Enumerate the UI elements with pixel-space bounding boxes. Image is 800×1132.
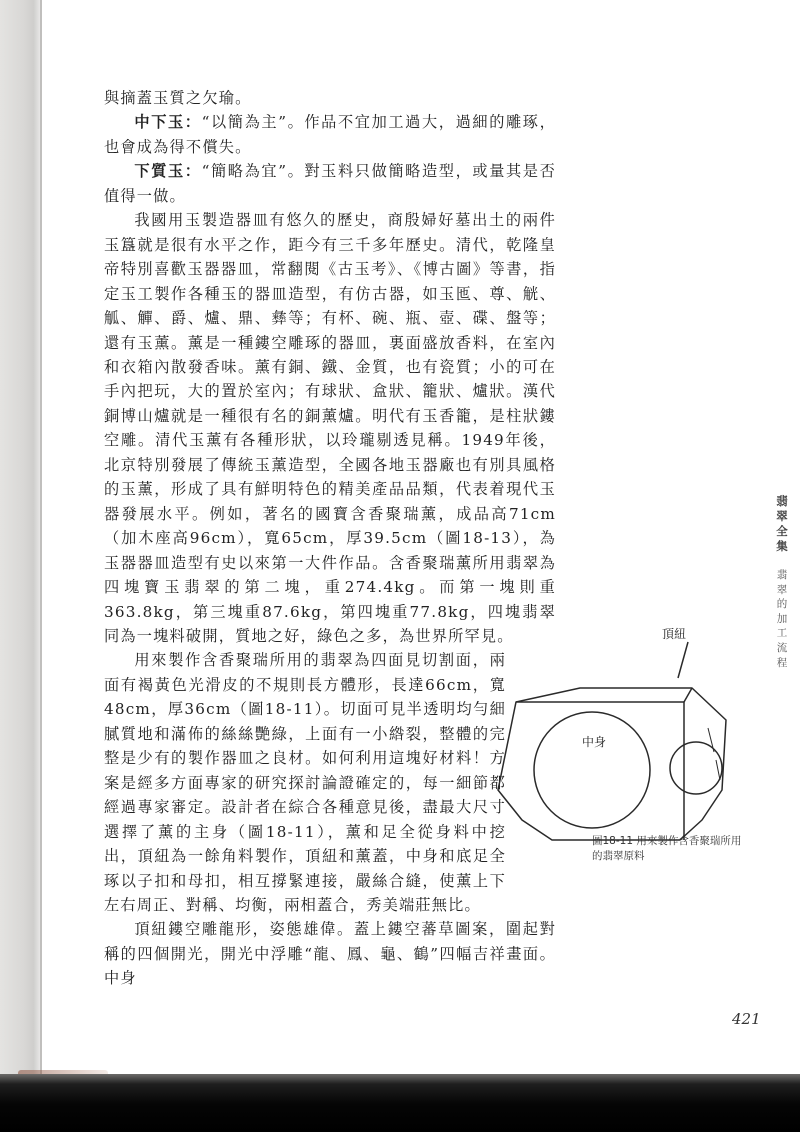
figure-caption: 圖18-11 用來製作含香聚瑞所用的翡翠原料 <box>592 835 742 862</box>
paragraph-text: 用來製作含香聚瑞所用的翡翠為四面見切割面，兩面有褐黃色光滑皮的不規則長方體形，長達66cm，寬48cm，厚36cm（圖18-11）。切面可見半透明均勻細膩質地和滿佈的絲絲艷綠，上面有一小綹裂，整體的完整是少有的製作器皿之良材。如何利用這塊好材料！方案是經多方面專家的研究探討論證確定的，每一細節都經過專家審定。設計者在綜合各種意見後，盡最大尺寸選擇了薰的主身（圖18-11），薰和足全從身料中挖出，頂紐為一餘角料製作，頂紐和薰蓋，中身和底足全琢以子扣和母扣，相互撐緊連接，嚴絲合縫，使薰上下左右周正、對稱、均衡，兩相蓋合，秀美端莊無比。 <box>104 651 506 914</box>
cut-circle-large <box>534 712 650 828</box>
block-outline <box>498 688 726 840</box>
paragraph-final <box>104 917 556 990</box>
label-top-knob: 頂紐 <box>662 627 687 641</box>
page-edge <box>40 0 42 1080</box>
jade-block-figure <box>490 627 752 850</box>
paragraph-text: 與摘蓋玉質之欠瑜。 <box>104 89 252 107</box>
side-chapter-title: 翡翠的加工流程 <box>776 569 788 669</box>
block-right-edge <box>684 688 692 702</box>
paragraph-lead: 中下玉： <box>134 113 202 132</box>
book-spine-shadow <box>0 0 42 1132</box>
paragraph-text: 我國用玉製造器皿有悠久的歷史，商殷婦好墓出土的兩件玉簋就是很有水平之作，距今有三千多年歷史。清代，乾隆皇帝特別喜歡玉器器皿，常翻閱《古玉考》、《博古圖》等書，指定玉工製作各種玉的器皿造型，有仿古器，如玉匜、尊、觥、觚、觶、爵、爐、鼎、彝等；有杯、碗、瓶、壺、碟、盤等；還有玉薰。薰是一種鏤空雕琢的器皿，裏面盛放香料，在室內和衣箱內散發香味。薰有銅、鐵、金質，也有瓷質；小的可在手內把玩，大的置於室內；有球狀、盒狀、籠狀、爐狀。漢代銅博山爐就是一種很有名的銅薰爐。明代有玉香籠，是柱狀鏤空雕。清代玉薰有各種形狀，以玲瓏剔透見稱。1949年後，北京特別發展了傳統玉薰造型，全國各地玉器廠也有別具風格的玉薰，形成了具有鮮明特色的精美產品品類，代表着現代玉器發展水平。例如，著名的國寶含香聚瑞薰，成品高71cm（加木座高96cm），寬65cm，厚39.5cm（圖18-13），為玉器器皿造型有史以來第一大件作品。含香聚瑞薰所用翡翠為四塊寶玉翡翠的第二塊，重274.4kg。而第一塊則重363.8kg，第三塊重87.6kg，第四塊重77.8kg，四塊翡翠同為一塊料破開，質地之好，綠色之多，為世界所罕見。 <box>104 211 556 645</box>
paragraph-low-grade <box>104 159 556 208</box>
scanner-bottom-shadow <box>0 1074 800 1132</box>
paragraph-mid-grade <box>104 110 556 159</box>
leader-line <box>678 642 688 678</box>
paragraph-text: 頂紐鏤空雕龍形，姿態雄偉。蓋上鏤空蕃草圖案，圍起對稱的四個開光，開光中浮雕“龍、鳳、龜、鶴”四幅吉祥畫面。中身 <box>104 920 556 988</box>
side-book-title: 翡翠全集 <box>776 494 788 553</box>
paragraph-0 <box>104 86 556 110</box>
paragraph-text: “簡略為宜”。對玉料只做簡略造型，或量其是否值得一做。 <box>104 162 556 205</box>
paragraph-history <box>104 208 556 648</box>
paragraph-lead: 下質玉： <box>134 162 202 181</box>
paragraph-material <box>104 648 506 917</box>
cut-circle-small <box>670 742 722 794</box>
label-center-body: 中身 <box>582 735 607 749</box>
body-text <box>104 86 556 991</box>
page-number: 421 <box>732 1010 761 1028</box>
paragraph-text: “以簡為主”。作品不宜加工過大，過細的雕琢，也會成為得不償失。 <box>104 113 556 156</box>
